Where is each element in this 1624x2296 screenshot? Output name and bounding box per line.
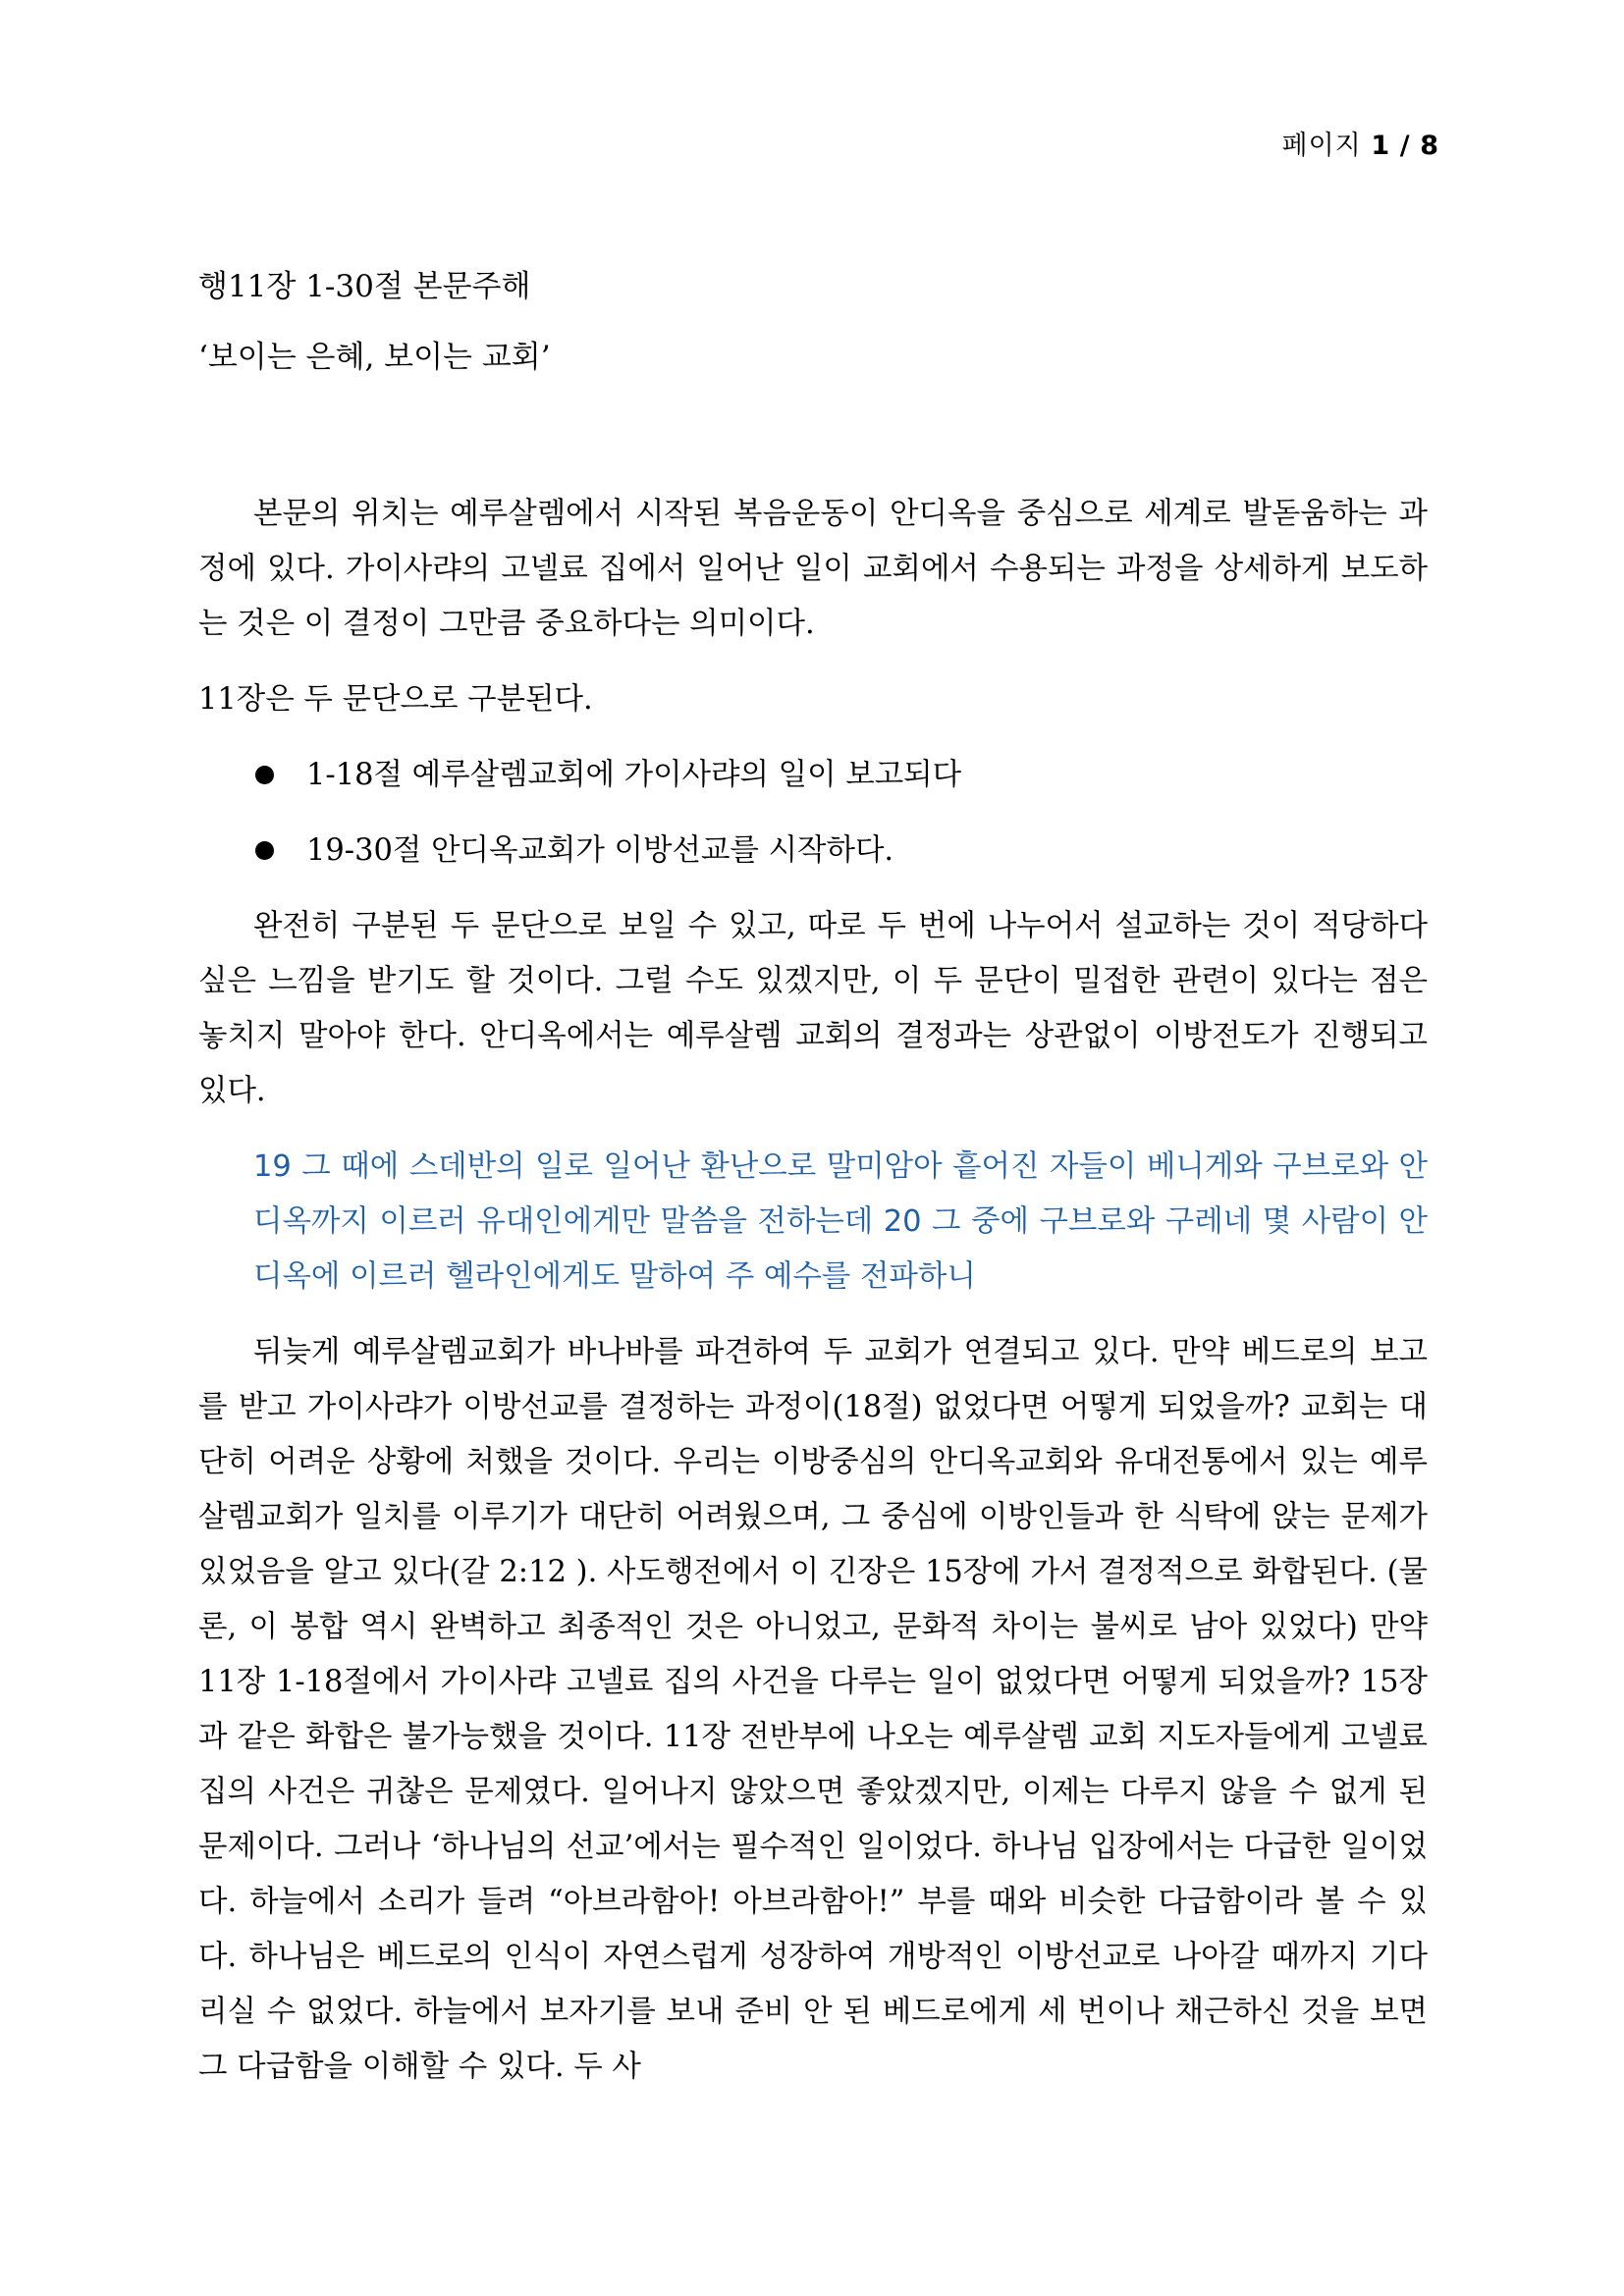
list-item <box>198 748 1428 803</box>
bullet-icon <box>255 841 274 860</box>
scripture-quote: 19 그 때에 스데반의 일로 일어난 환난으로 말미암아 흩어진 자들이 베니게와 구브로와 안디옥까지 이르러 유대인에게만 말씀을 전하는데 20 그 중에 구브로와 구레네 몇 사람이 안디옥에 이르러 헬라인에게도 말하여 주 예수를 전파하니 <box>253 1149 1428 1294</box>
paragraph-context: 완전히 구분된 두 문단으로 보일 수 있고, 따로 두 번에 나누어서 설교하는 것이 적당하다 싶은 느낌을 받기도 할 것이다. 그럴 수도 있겠지만, 이 두 문단이 밀접한 관련이 있다는 점은 놓치지 말아야 한다. 안디옥에서는 예루살렘 교회의 결정과는 상관없이 이방전도가 진행되고 있다. <box>198 909 1428 1108</box>
paragraph-intro: 본문의 위치는 예루살렘에서 시작된 복음운동이 안디옥을 중심으로 세계로 발돋움하는 과정에 있다. 가이사랴의 고넬료 집에서 일어난 일이 교회에서 수용되는 과정을 상세하게 보도하는 것은 이 결정이 그만큼 중요하다는 의미이다. <box>198 497 1428 641</box>
page-current: 1 <box>1371 131 1391 161</box>
list-item-text: 19-30절 안디옥교회가 이방선교를 시작하다. <box>306 833 894 868</box>
section-list <box>198 748 1428 879</box>
paragraph-division: 11장은 두 문단으로 구분된다. <box>198 682 593 717</box>
list-item <box>198 824 1428 879</box>
document-body <box>198 265 1428 2115</box>
page-number <box>1282 124 1440 162</box>
bullet-icon <box>255 766 274 784</box>
list-item-text: 1-18절 예루살렘교회에 가이사랴의 일이 보고되다 <box>306 758 962 792</box>
page-separator: / <box>1399 131 1411 161</box>
document-subtitle: ‘보이는 은혜, 보이는 교회’ <box>198 340 551 375</box>
page-label: 페이지 <box>1281 131 1362 161</box>
page-total: 8 <box>1420 131 1439 161</box>
document-title: 행11장 1-30절 본문주해 <box>198 269 531 304</box>
paragraph-analysis: 뒤늦게 예루살렘교회가 바나바를 파견하여 두 교회가 연결되고 있다. 만약 베드로의 보고를 받고 가이사랴가 이방선교를 결정하는 과정이(18절) 없었다면 어떻게 되었을까? 교회는 대단히 어려운 상황에 처했을 것이다. 우리는 이방중심의 안디옥교회와 유대전통에서 있는 예루살렘교회가 일치를 이루기가 대단히 어려웠으며, 그 중심에 이방인들과 한 식탁에 앉는 문제가 있었음을 알고 있다(갈 2:12 ). 사도행전에서 이 긴장은 15장에 가서 결정적으로 화합된다. (물론, 이 봉합 역시 완벽하고 최종적인 것은 아니었고, 문화적 차이는 불씨로 남아 있었다) 만약 11장 1-18절에서 가이사랴 고넬료 집의 사건을 다루는 일이 없었다면 어떻게 되었을까? 15장과 같은 화합은 불가능했을 것이다. 11장 전반부에 나오는 예루살렘 교회 지도자들에게 고넬료 집의 사건은 귀찮은 문제였다. 일어나지 않았으면 좋았겠지만, 이제는 다루지 않을 수 없게 된 문제이다. 그러나 ‘하나님의 선교’에서는 필수적인 일이었다. 하나님 입장에서는 다급한 일이었다. 하늘에서 소리가 들려 “아브라함아! 아브라함아!” 부를 때와 비슷한 다급함이라 볼 수 있다. 하나님은 베드로의 인식이 자연스럽게 성장하여 개방적인 이방선교로 나아갈 때까지 기다리실 수 없었다. 하늘에서 보자기를 보내 준비 안 된 베드로에게 세 번이나 채근하신 것을 보면 그 다급함을 이해할 수 있다. 두 사 <box>198 1335 1428 2084</box>
